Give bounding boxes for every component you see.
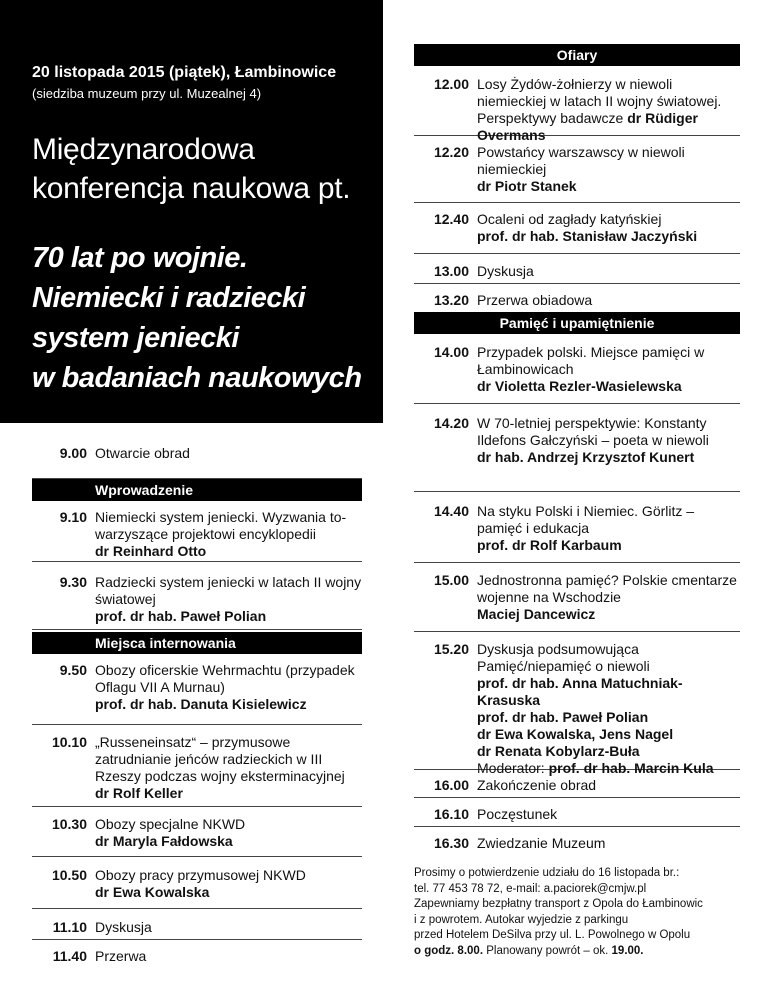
item-speaker: prof. dr Rolf Karbaum [477,537,622,553]
footer-line-last [414,944,740,960]
title-line: w badaniach naukowych [32,362,362,394]
item-speaker: prof. dr hab. Stanisław Jaczyński [477,228,698,244]
item-speaker: dr Rolf Keller [95,785,183,801]
footer-info [414,866,740,959]
item-time: 15.20 [433,641,469,657]
item-desc: Obozy oficerskie Wehrmachtu (przypadek Oflagu VII A Murnau) [95,662,355,695]
item-time: 13.20 [433,292,469,308]
item-speaker: Maciej Dancewicz [477,606,596,622]
program-item [32,940,362,968]
item-desc: Losy Żydów-żołnierzy w niewoli niemieckiej w latach II wojny światowej. Perspektywy badawcze [477,76,722,126]
item-desc: Zwiedzanie Muzeum [477,835,606,851]
program-item [414,492,740,563]
item-time: 9.00 [59,445,87,461]
footer-line: tel. 77 453 78 72, e-mail: a.paciorek@cmjw.pl [414,882,647,895]
item-desc: Otwarcie obrad [95,445,190,461]
item-time: 14.40 [433,503,469,519]
program-item [414,203,740,254]
program-item [32,857,362,909]
item-time: 12.40 [433,211,469,227]
item-desc: Dyskusja [477,263,534,279]
program-item [414,334,740,404]
event-date: 20 listopada 2015 (piątek), Łambinowice [32,64,337,81]
item-desc: Dyskusja podsumowująca Pamięć/niepamięć o niewoli [477,641,650,674]
footer-line: przed Hotelem DeSilva przy ul. L. Powolnego w Opolu [414,929,691,941]
item-desc: Poczęstunek [477,806,558,822]
item-time: 10.50 [51,867,87,883]
program-item [414,798,740,827]
item-speaker: dr Piotr Stanek [477,178,577,194]
item-time: 9.30 [59,574,87,590]
item-speaker: prof. dr hab. Paweł Polian [95,608,267,624]
title-line: 70 lat po wojnie. [32,242,248,274]
program-item [32,445,362,479]
section-heading: Pamięć i upamiętnienie [414,312,740,334]
item-desc: Obozy pracy przymusowej NKWD [95,867,306,883]
item-desc: Ocaleni od zagłady katyńskiej [477,211,662,227]
program-item [32,501,362,562]
item-time: 11.10 [52,919,87,935]
item-time: 9.50 [59,662,87,678]
program-item [32,562,362,630]
item-desc: Jednostronna pamięć? Polskie cmentarze wojenne na Wschodzie [477,572,737,605]
program-item [32,654,362,725]
footer-line: i z powrotem. Autokar wyjedzie z parkingu [414,913,629,926]
item-desc: Dyskusja [95,919,152,935]
item-speaker: dr Maryla Fałdowska [95,833,233,849]
item-desc: Niemiecki system jeniecki. Wyzwania to-warzyszące projektowi encyklopedii [95,509,347,542]
program-item [414,632,740,776]
item-speaker: dr Ewa Kowalska [95,884,210,900]
program-item [414,66,740,143]
item-time: 16.00 [433,777,469,793]
item-desc: Obozy specjalne NKWD [95,816,246,832]
return-time: 19.00. [611,944,644,957]
program-item [414,136,740,203]
item-speaker: prof. dr hab. Anna Matuchniak-Krasuska [477,675,683,708]
item-desc: Przerwa obiadowa [477,292,593,308]
footer-line: Zapewniamy bezpłatny transport z Opola do Łambinowic [414,898,703,910]
item-time: 9.10 [59,509,87,525]
item-desc: Zakończenie obrad [477,777,597,793]
item-speaker: dr Ewa Kowalska, Jens Nagel [477,726,674,742]
return-label: Planowany powrót – ok. [486,944,609,957]
item-speaker: dr Reinhard Otto [95,543,207,559]
item-time: 15.00 [433,572,469,588]
item-desc: „Russeneinsatz“ – przymusowe zatrudnianie jeńców radzieckich w III Rzeszy podczas wojny eksterminacyjnej [95,734,345,784]
item-speaker: prof. dr hab. Paweł Polian [477,709,649,725]
program-right-column [414,44,740,855]
event-venue: (siedziba muzeum przy ul. Muzealnej 4) [32,86,262,101]
item-desc: Przypadek polski. Miejsce pamięci w Łambinowicach [477,344,705,377]
item-time: 12.00 [433,76,469,92]
program-item [32,807,362,857]
item-speaker: prof. dr hab. Danuta Kisielewicz [95,696,307,712]
section-heading: Miejsca internowania [32,632,362,654]
item-desc: Przerwa [95,948,147,964]
moderator-label: Moderator: [477,760,545,776]
item-time: 12.20 [433,144,469,160]
item-desc: W 70-letniej perspektywie: Konstanty Ildefons Gałczyński – poeta w niewoli [477,415,709,448]
conference-title [32,238,377,398]
item-time: 13.00 [433,263,469,279]
header-block [0,0,383,423]
footer-line: Prosimy o potwierdzenie udziału do 16 listopada br.: [414,867,680,879]
item-time: 14.00 [433,344,469,360]
item-time: 16.10 [433,806,469,822]
moderator-name: prof. dr hab. Marcin Kula [548,760,714,776]
program-item [414,284,740,312]
program-item [32,909,362,940]
program-item [414,404,740,492]
item-time: 11.40 [52,948,87,964]
title-line: system jeniecki [32,322,239,354]
item-time: 10.10 [51,734,87,750]
program-item [32,725,362,807]
section-heading: Ofiary [414,44,740,66]
program-left-column [32,445,362,968]
conference-label: Międzynarodowa konferencja naukowa pt. [32,133,351,205]
item-desc: Radziecki system jeniecki w latach II wojny światowej [95,574,362,607]
item-time: 14.20 [433,415,469,431]
section-heading: Wprowadzenie [32,479,362,501]
program-item [414,563,740,632]
program-item [414,254,740,284]
item-desc: Powstańcy warszawscy w niewoli niemieckiej [477,144,685,177]
item-speaker: dr Violetta Rezler-Wasielewska [477,378,682,394]
item-time: 16.30 [433,835,469,851]
program-item [414,827,740,855]
item-desc: Na styku Polski i Niemiec. Görlitz – pamięć i edukacja [477,503,695,536]
item-speaker: dr hab. Andrzej Krzysztof Kunert [477,449,695,465]
item-time: 10.30 [51,816,87,832]
item-moderator [477,760,740,777]
item-speaker: dr Renata Kobylarz-Buła [477,743,640,759]
item-speaker: dr Rüdiger Overmans [477,110,698,143]
title-line: Niemiecki i radziecki [32,282,306,314]
departure-time: o godz. 8.00. [414,944,484,957]
